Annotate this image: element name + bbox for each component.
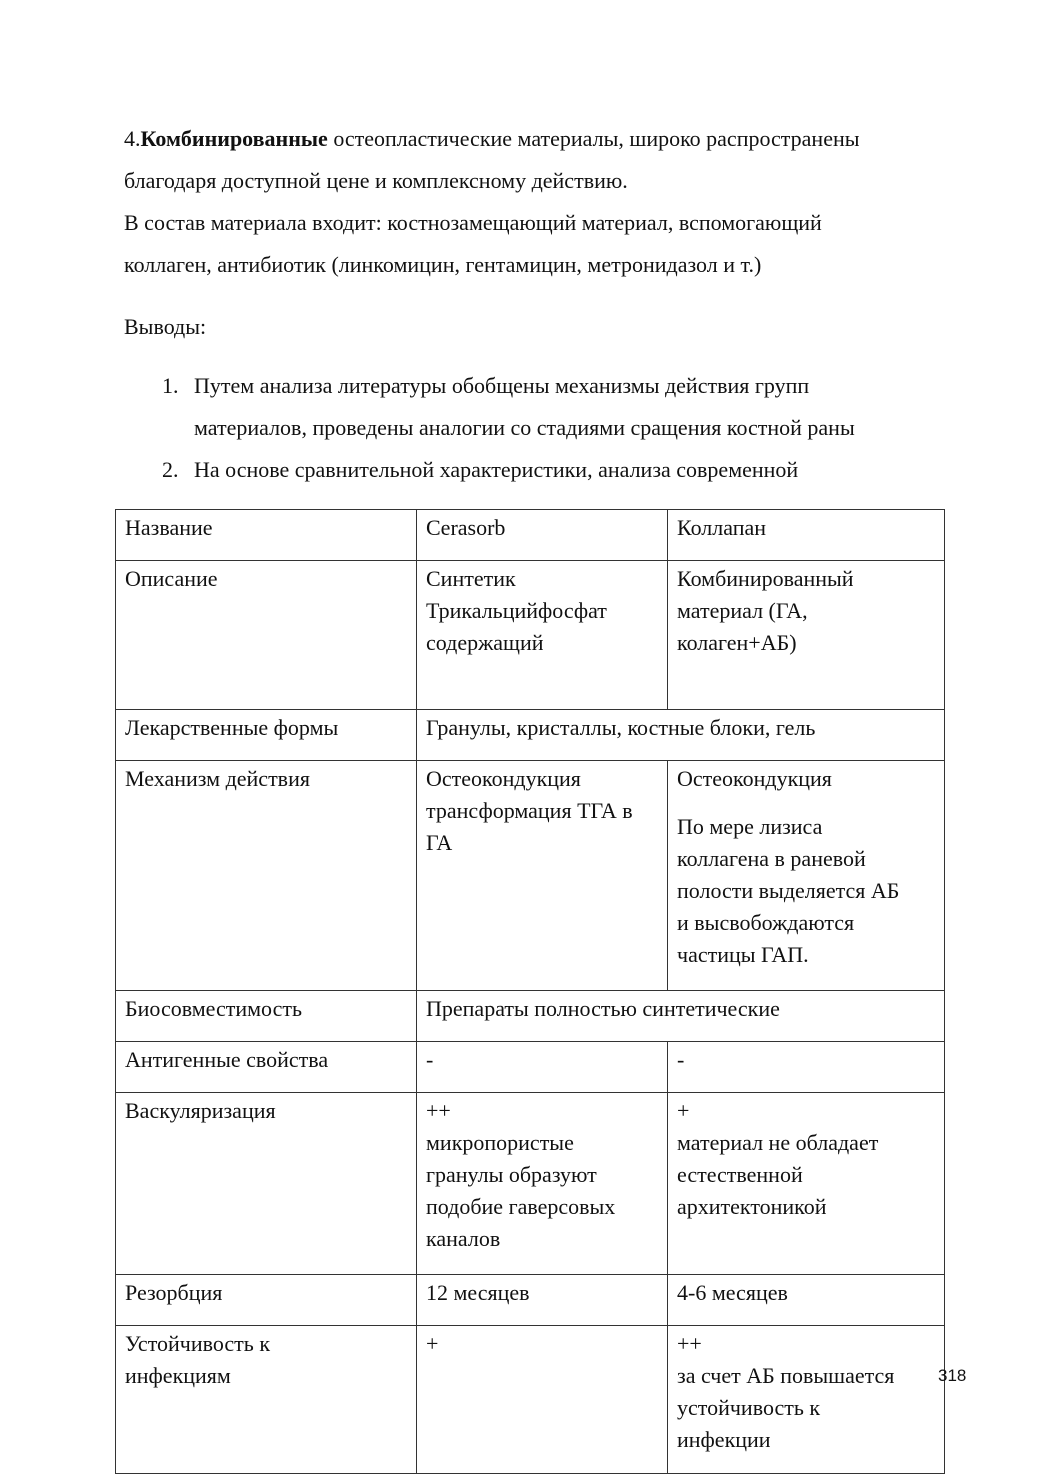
conclusion-text: На основе сравнительной характеристики, анализа современной xyxy=(194,457,799,482)
table-cell xyxy=(668,561,945,710)
table-cell: Резорбция xyxy=(116,1275,417,1326)
cell-line: Устойчивость к xyxy=(125,1331,271,1356)
cell-line: ++ xyxy=(677,1331,702,1356)
table-cell: + xyxy=(417,1326,668,1474)
composition-line2: коллаген, антибиотик (линкомицин, гентамицин, метронидазол и т.) xyxy=(124,252,762,277)
cell-line: гранулы образуют xyxy=(426,1162,597,1187)
cell-line: колаген+АБ) xyxy=(677,630,797,655)
composition-line1: В состав материала входит: костнозамещающий материал, вспомогающий xyxy=(124,210,822,235)
table-cell xyxy=(417,1093,668,1275)
table-cell: Биосовместимость xyxy=(116,991,417,1042)
cell-line: ++ xyxy=(426,1098,451,1123)
table-cell xyxy=(417,561,668,710)
cell-line: ГА xyxy=(426,830,453,855)
cell-line: + xyxy=(677,1098,690,1123)
table-cell: Лекарственные формы xyxy=(116,710,417,761)
cell-line: устойчивость к xyxy=(677,1395,821,1420)
table-cell: 4-6 месяцев xyxy=(668,1275,945,1326)
table-cell xyxy=(668,1326,945,1474)
intro-paragraph xyxy=(124,118,974,202)
cell-line: за счет АБ повышается xyxy=(677,1363,895,1388)
table-cell: Гранулы, кристаллы, костные блоки, гель xyxy=(417,710,945,761)
comparison-table xyxy=(115,509,945,1474)
cell-line: Комбинированный xyxy=(677,566,854,591)
table-cell xyxy=(668,1093,945,1275)
cell-line: По мере лизиса xyxy=(677,814,823,839)
list-number: 1. xyxy=(162,373,179,398)
table-cell: Васкуляризация xyxy=(116,1093,417,1275)
table-cell: Коллапан xyxy=(668,510,945,561)
cell-line: Остеокондукция xyxy=(426,766,581,791)
cell-line: содержащий xyxy=(426,630,544,655)
cell-line: микропористые xyxy=(426,1130,574,1155)
table-cell: Антигенные свойства xyxy=(116,1042,417,1093)
conclusion-text: материалов, проведены аналогии со стадиями сращения костной раны xyxy=(194,415,855,440)
cell-line: материал не обладает xyxy=(677,1130,879,1155)
intro-line2: благодаря доступной цене и комплексному действию. xyxy=(124,168,628,193)
table-cell: Название xyxy=(116,510,417,561)
table-row xyxy=(116,761,945,991)
conclusions-label: Выводы: xyxy=(124,314,207,339)
table-cell: - xyxy=(417,1042,668,1093)
cell-line: инфекции xyxy=(677,1427,771,1452)
section-heading: Комбинированные xyxy=(140,126,328,151)
table-row xyxy=(116,1275,945,1326)
cell-line: Остеокондукция xyxy=(677,766,832,791)
table-row xyxy=(116,561,945,710)
table-row xyxy=(116,1042,945,1093)
cell-line: трансформация ТГА в xyxy=(426,798,633,823)
table-row xyxy=(116,991,945,1042)
cell-line: подобие гаверсовых xyxy=(426,1194,616,1219)
cell-line: Синтетик xyxy=(426,566,516,591)
cell-line: архитектоникой xyxy=(677,1194,827,1219)
cell-line: Трикальцийфосфат xyxy=(426,598,607,623)
conclusion-item-2 xyxy=(124,449,954,491)
cell-line: полости выделяется АБ xyxy=(677,878,900,903)
table-cell: Cerasorb xyxy=(417,510,668,561)
section-number: 4. xyxy=(124,126,141,151)
cell-line: частицы ГАП. xyxy=(677,942,809,967)
table-cell: Механизм действия xyxy=(116,761,417,991)
intro-line1-rest: остеопластические материалы, широко распространены xyxy=(327,126,860,151)
table-row xyxy=(116,1093,945,1275)
table-row xyxy=(116,710,945,761)
table-cell: Описание xyxy=(116,561,417,710)
table-cell: 12 месяцев xyxy=(417,1275,668,1326)
table-cell: - xyxy=(668,1042,945,1093)
cell-line: естественной xyxy=(677,1162,803,1187)
table-cell xyxy=(116,1326,417,1474)
cell-line: коллагена в раневой xyxy=(677,846,866,871)
cell-line: инфекциям xyxy=(125,1363,231,1388)
composition-paragraph xyxy=(124,202,974,286)
cell-line: и высвобождаются xyxy=(677,910,855,935)
table-row xyxy=(116,510,945,561)
cell-line: материал (ГА, xyxy=(677,598,808,623)
list-number: 2. xyxy=(162,457,179,482)
table-cell xyxy=(417,761,668,991)
table-row xyxy=(116,1326,945,1474)
page-number: 318 xyxy=(938,1366,967,1385)
table-cell xyxy=(668,761,945,991)
conclusion-text: Путем анализа литературы обобщены механизмы действия групп xyxy=(194,373,810,398)
table-cell: Препараты полностью синтетические xyxy=(417,991,945,1042)
cell-line: каналов xyxy=(426,1226,501,1251)
conclusion-item-1 xyxy=(124,365,954,449)
